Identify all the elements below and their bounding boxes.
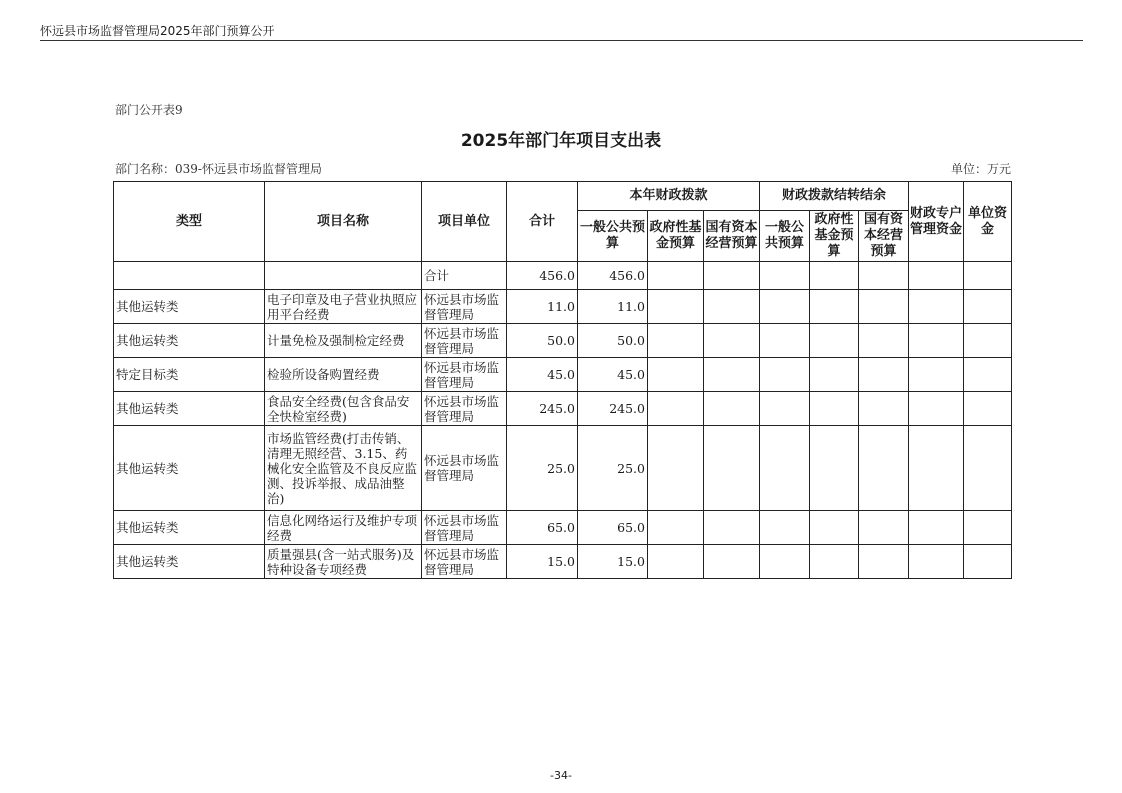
header-row-1 <box>114 182 1012 211</box>
row-project: 信息化网络运行及维护专项经费 <box>265 511 422 545</box>
row-total: 15.0 <box>507 545 578 579</box>
row-unit: 怀远县市场监督管理局 <box>422 392 507 426</box>
row-type: 其他运转类 <box>114 392 265 426</box>
row-project: 计量免检及强制检定经费 <box>265 324 422 358</box>
col-header-total: 合计 <box>507 182 578 262</box>
col-header-state-capital: 国有资本经营预算 <box>704 211 760 262</box>
row-unit: 怀远县市场监督管理局 <box>422 511 507 545</box>
row-project: 电子印章及电子营业执照应用平台经费 <box>265 290 422 324</box>
total-amount: 456.0 <box>507 262 578 290</box>
table-row <box>114 358 1012 392</box>
row-type: 其他运转类 <box>114 511 265 545</box>
total-label: 合计 <box>422 262 507 290</box>
row-project: 市场监管经费(打击传销、清理无照经营、3.15、药械化安全监管及不良反应监测、投诉举报、成品油整治) <box>265 426 422 511</box>
col-header-general-budget: 一般公共预算 <box>578 211 648 262</box>
page-title: 2025年部门年项目支出表 <box>460 131 662 151</box>
row-project: 质量强县(含一站式服务)及特种设备专项经费 <box>265 545 422 579</box>
col-header-gov-fund: 政府性基金预算 <box>648 211 704 262</box>
row-general: 15.0 <box>578 545 648 579</box>
project-expenditure-table <box>113 181 1012 579</box>
total-general: 456.0 <box>578 262 648 290</box>
row-type: 其他运转类 <box>114 324 265 358</box>
row-type: 特定目标类 <box>114 358 265 392</box>
row-total: 45.0 <box>507 358 578 392</box>
row-unit: 怀远县市场监督管理局 <box>422 426 507 511</box>
row-project: 食品安全经费(包含食品安全快检室经费) <box>265 392 422 426</box>
row-type: 其他运转类 <box>114 290 265 324</box>
page-number: -34- <box>550 769 572 782</box>
row-general: 45.0 <box>578 358 648 392</box>
col-header-special-account: 财政专户管理资金 <box>909 182 964 262</box>
table-row <box>114 290 1012 324</box>
table-row <box>114 545 1012 579</box>
row-general: 245.0 <box>578 392 648 426</box>
col-header-type: 类型 <box>114 182 265 262</box>
table-row <box>114 392 1012 426</box>
row-total: 65.0 <box>507 511 578 545</box>
form-number: 部门公开表9 <box>115 103 183 117</box>
col-header-carry-gov-fund: 政府性基金预算 <box>810 211 859 262</box>
row-unit: 怀远县市场监督管理局 <box>422 358 507 392</box>
row-project: 检验所设备购置经费 <box>265 358 422 392</box>
col-header-carry-state-capital: 国有资本经营预算 <box>859 211 909 262</box>
col-group-carryover: 财政拨款结转结余 <box>760 182 909 211</box>
row-total: 245.0 <box>507 392 578 426</box>
row-total: 11.0 <box>507 290 578 324</box>
row-type: 其他运转类 <box>114 426 265 511</box>
table-row <box>114 324 1012 358</box>
row-unit: 怀远县市场监督管理局 <box>422 545 507 579</box>
row-unit: 怀远县市场监督管理局 <box>422 324 507 358</box>
department-name: 部门名称：039-怀远县市场监督管理局 <box>115 162 322 176</box>
header-rule <box>40 40 1083 41</box>
row-general: 65.0 <box>578 511 648 545</box>
row-type: 其他运转类 <box>114 545 265 579</box>
unit-label: 单位：万元 <box>950 162 1011 176</box>
table-row <box>114 426 1012 511</box>
total-row <box>114 262 1012 290</box>
row-general: 25.0 <box>578 426 648 511</box>
running-header: 怀远县市场监督管理局2025年部门预算公开 <box>40 24 275 38</box>
col-header-project: 项目名称 <box>265 182 422 262</box>
row-total: 50.0 <box>507 324 578 358</box>
col-header-unit-funds: 单位资金 <box>964 182 1012 262</box>
row-total: 25.0 <box>507 426 578 511</box>
table-row <box>114 511 1012 545</box>
row-general: 50.0 <box>578 324 648 358</box>
col-header-carry-general: 一般公共预算 <box>760 211 810 262</box>
col-header-unit: 项目单位 <box>422 182 507 262</box>
col-group-current-appropriation: 本年财政拨款 <box>578 182 760 211</box>
row-unit: 怀远县市场监督管理局 <box>422 290 507 324</box>
row-general: 11.0 <box>578 290 648 324</box>
